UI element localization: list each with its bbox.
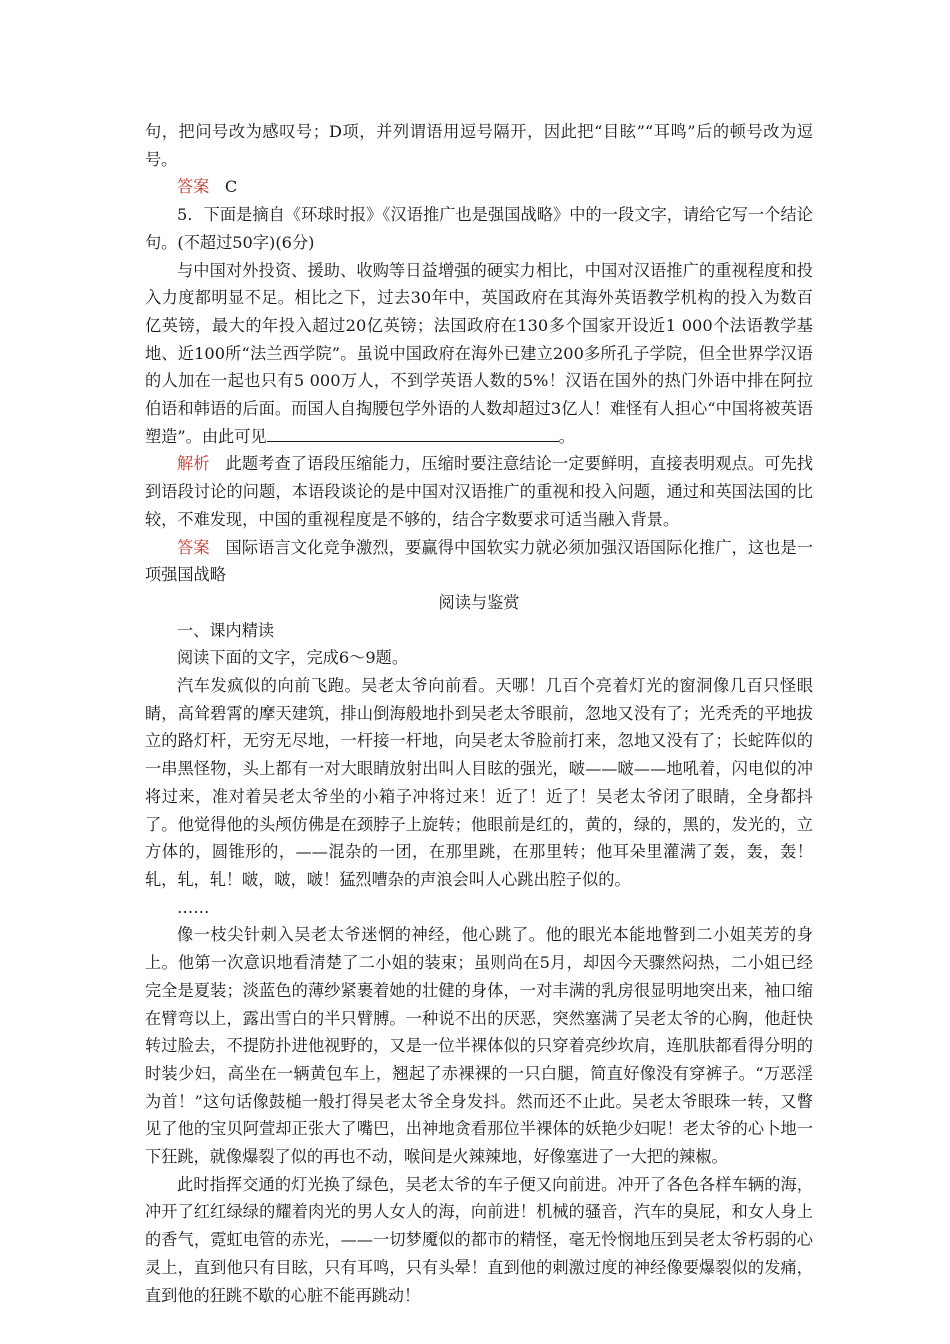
answer-label: 答案 — [177, 177, 210, 197]
passage-text: 与中国对外投资、援助、收购等日益增强的硬实力相比，中国对汉语推广的重视程度和投入力度都明显不足。相比之下，过去30年中，英国政府在其海外英语教学机构的投入为数百亿英镑，最大的年投入超过20亿英镑；法国政府在130多个国家开设近1 000个法语教学基地、近100所“法兰西学院”。虽说中国政府在海外已建立200多所孔子学院，但全世界学汉语的人加在一起也只有5 000万人，不到学英语人数的5%！汉语在国外的热门外语中排在阿拉伯语和韩语的后面。而国人自掏腰包学外语的人数却超过3亿人！难怪有人担心“中国将被英语塑造”。由此可见 — [145, 260, 813, 446]
reading-paragraph-2: 像一枝尖针刺入吴老太爷迷惘的神经，他心跳了。他的眼光本能地瞥到二小姐芙芳的身上。他第一次意识地看清楚了二小姐的装束；虽则尚在5月，却因今天骤然闷热，二小姐已经完全是夏装；淡蓝色的薄纱紧裹着她的壮健的身体，一对丰满的乳房很显明地突出来，袖口缩在臂弯以上，露出雪白的半只臂膊。一种说不出的厌恶，突然塞满了吴老太爷的心胸，他赶快转过脸去，不提防扑进他视野的，又是一位半裸体似的只穿着亮纱坎肩，连肌肤都看得分明的时装少妇，高坐在一辆黄包车上，翘起了赤裸裸的一只白腿，简直好像没有穿裤子。“万恶淫为首！”这句话像鼓槌一般打得吴老太爷全身发抖。然而还不止此。吴老太爷眼珠一转，又瞥见了他的宝贝阿萱却正张大了嘴巴，出神地贪看那位半裸体的妖艳少妇呢！老太爷的心卜地一下狂跳，就像爆裂了似的再也不动，喉间是火辣辣地，好像塞进了一大把的辣椒。 — [145, 925, 813, 1167]
answer-4 — [145, 173, 813, 201]
reading-paragraph-1: 汽车发疯似的向前飞跑。吴老太爷向前看。天哪！几百个亮着灯光的窗洞像几百只怪眼睛，高耸碧霄的摩天建筑，排山倒海般地扑到吴老太爷眼前，忽地又没有了；光秃秃的平地拔立的路灯杆，无穷无尽地，一杆接一杆地，向吴老太爷脸前打来，忽地又没有了；长蛇阵似的一串黑怪物，头上都有一对大眼睛放射出叫人目眩的强光，啵——啵——地吼着，闪电似的冲将过来，准对着吴老太爷坐的小箱子冲将过来！近了！近了！吴老太爷闭了眼睛，全身都抖了。他觉得他的头颅仿佛是在颈脖子上旋转；他眼前是红的，黄的，绿的，黑的，发光的，立方体的，圆锥形的，——混杂的一团，在那里跳，在那里转；他耳朵里灌满了轰，轰，轰！轧，轧，轧！啵，啵，啵！猛烈嘈杂的声浪会叫人心跳出腔子似的。 — [145, 676, 813, 889]
document-page — [145, 118, 813, 1309]
analysis-5 — [145, 450, 813, 533]
analysis-label: 解析 — [177, 454, 210, 474]
section-title: 阅读与鉴赏 — [438, 592, 520, 612]
reading-paragraph-3: 此时指挥交通的灯光换了绿色，吴老太爷的车子便又向前进。冲开了各色各样车辆的海，冲开了红红绿绿的耀着肉光的男人女人的海，向前进！机械的骚音，汽车的臭屁，和女人身上的香气，霓虹电管的赤光，——一切梦魇似的都市的精怪，毫无怜悯地压到吴老太爷朽弱的心灵上，直到他只有目眩，只有耳鸣，只有头晕！直到他的刺激过度的神经像要爆裂似的发痛，直到他的狂跳不歇的心脏不能再跳动！ — [145, 1174, 813, 1305]
question-5: 5．下面是摘自《环球时报》《汉语推广也是强国战略》中的一段文字，请给它写一个结论句。(不超过50字)(6分) — [145, 205, 813, 252]
answer-label: 答案 — [177, 537, 210, 557]
section-subtitle: 一、课内精读 — [177, 620, 275, 640]
question-5-passage — [145, 257, 813, 451]
passage-end: 。 — [558, 426, 575, 446]
analysis-text: 此题考查了语段压缩能力，压缩时要注意结论一定要鲜明，直接表明观点。可先找到语段讨论的问题，本语段谈论的是中国对汉语推广的重视和投入问题，通过和英国法国的比较，不难发现，中国的重视程度是不够的，结合字数要求可适当融入背景。 — [145, 454, 814, 529]
answer-5 — [145, 534, 813, 589]
ellipsis: …… — [177, 897, 210, 917]
intro-text: 句，把问号改为感叹号；D项，并列谓语用逗号隔开，因此把“目眩”“耳鸣”后的顿号改为逗号。 — [145, 122, 813, 169]
answer-text: 国际语言文化竞争激烈，要赢得中国软实力就必须加强汉语国际化推广，这也是一项强国战略 — [145, 537, 814, 585]
answer-value: C — [224, 177, 238, 197]
answer-blank[interactable] — [267, 423, 559, 442]
section-instruction: 阅读下面的文字，完成6～9题。 — [177, 648, 409, 668]
